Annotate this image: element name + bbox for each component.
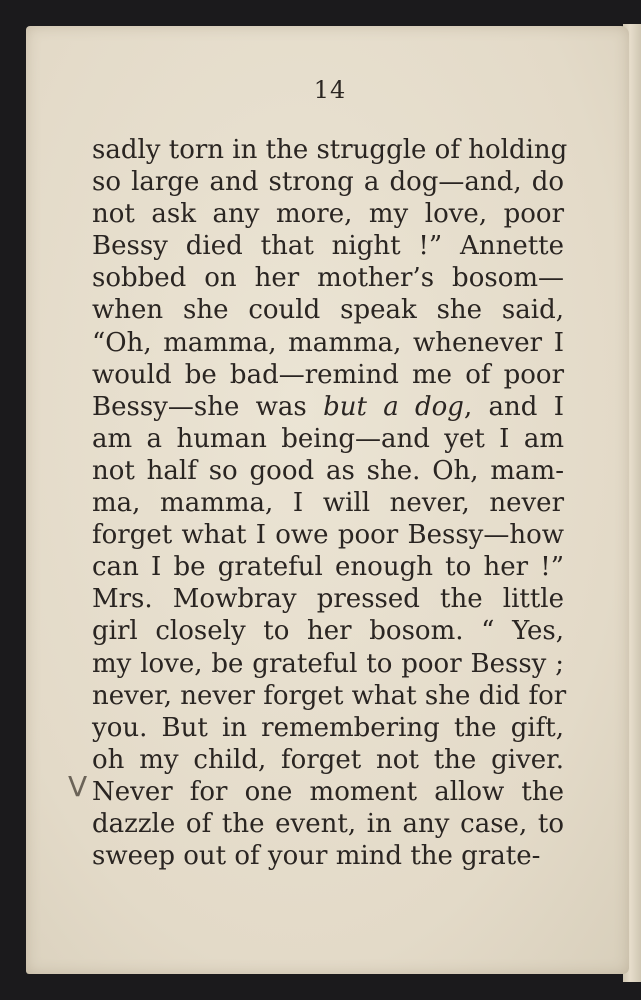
italic-phrase: but a dog <box>323 391 464 422</box>
text-line: sadly torn in the struggle of holding <box>92 135 568 165</box>
margin-mark: V <box>68 770 88 803</box>
text-line: never, never forget what she did for <box>92 680 567 711</box>
text-line: not ask any more, my love, poor <box>92 199 564 230</box>
text-line: not half so good as she. Oh, mam- <box>92 455 564 486</box>
text-line: Mrs. Mowbray pressed the little <box>92 584 564 615</box>
text-line: girl closely to her bosom. “ Yes, <box>92 616 564 647</box>
text-line: forget what I owe poor Bessy—how <box>92 520 564 551</box>
text-line: sweep out of your mind the grate- <box>92 841 541 872</box>
text-line: Never for one moment allow the <box>92 776 564 807</box>
body-text <box>92 134 568 872</box>
text-line: my love, be grateful to poor Bessy ; <box>92 648 564 679</box>
text-line: oh my child, forget not the giver. <box>92 744 564 775</box>
text-line: so large and strong a dog—and, do <box>92 167 564 198</box>
text-line: am a human being—and yet I am <box>92 423 564 454</box>
text-line <box>92 391 564 423</box>
text-line: would be bad—remind me of poor <box>92 359 564 390</box>
text-line: dazzle of the event, in any case, to <box>92 808 564 839</box>
text-line: Bessy died that night !” Annette <box>92 231 564 262</box>
text-segment: Bessy—she was <box>92 391 324 422</box>
text-line: can I be grateful enough to her !” <box>92 552 564 583</box>
text-line: “Oh, mamma, mamma, whenever I <box>92 327 564 358</box>
page-number: 14 <box>313 76 347 104</box>
text-line: ma, mamma, I will never, never <box>92 488 564 519</box>
text-line: when she could speak she said, <box>92 295 564 326</box>
text-segment: , and I <box>463 391 564 422</box>
text-line: you. But in remembering the gift, <box>92 712 564 743</box>
text-line: sobbed on her mother’s bosom— <box>92 263 564 294</box>
